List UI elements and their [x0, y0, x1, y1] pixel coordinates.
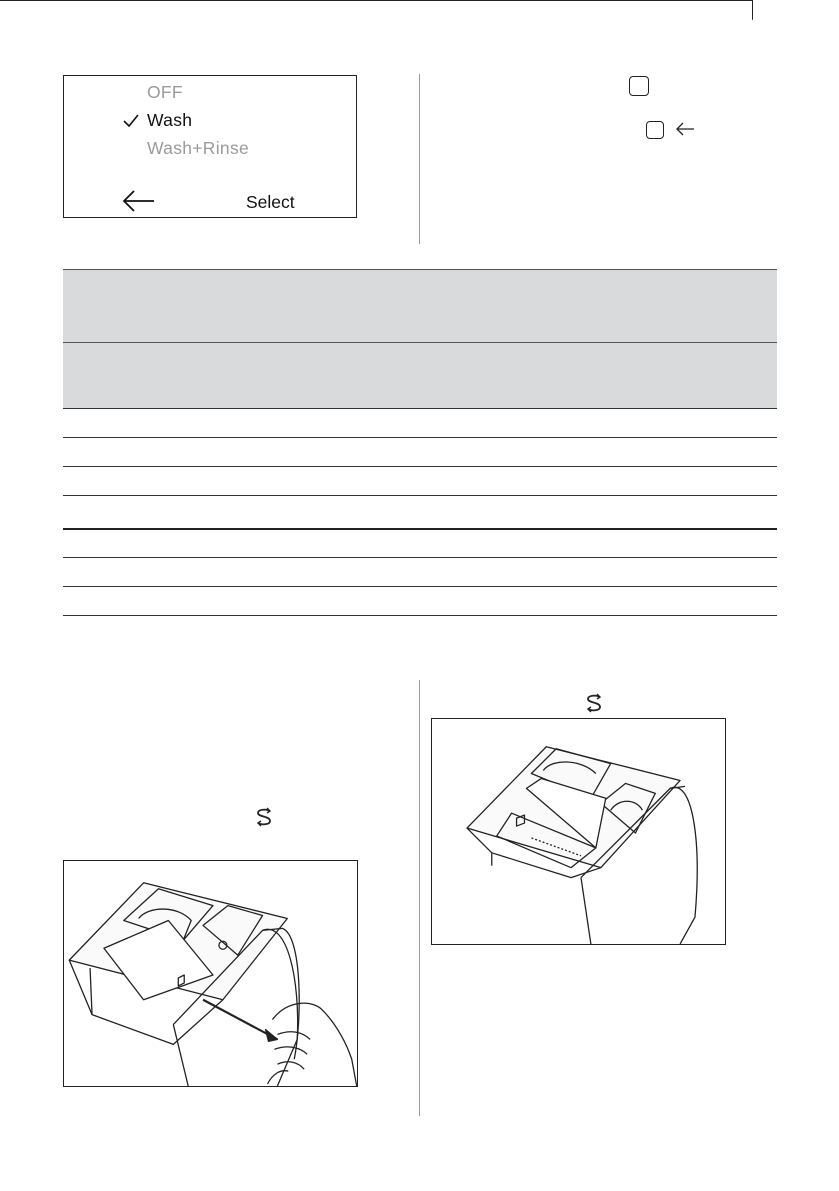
page-top-rule: [0, 0, 752, 1]
drawer-flap-drawing: [432, 719, 725, 944]
table-row: [63, 408, 777, 409]
table-row: [63, 528, 777, 530]
table-subheader-row: [63, 342, 777, 409]
table-row: [63, 437, 777, 438]
drawer-flap-illustration: [431, 718, 726, 945]
table-row: [63, 466, 777, 467]
arrow-left-icon: [675, 122, 695, 136]
square-key-icon: [629, 76, 649, 96]
table-row: [63, 495, 777, 496]
table-header-row: [63, 269, 777, 342]
menu-item-off[interactable]: OFF: [147, 82, 183, 102]
menu-item-wash-rinse[interactable]: Wash+Rinse: [147, 138, 250, 158]
select-label[interactable]: Select: [246, 192, 295, 212]
dispenser-s-icon: [582, 692, 606, 714]
column-divider-bottom: [419, 680, 420, 1116]
table-row: [63, 586, 777, 587]
display-panel: [63, 75, 357, 218]
table-row: [63, 615, 777, 616]
square-key-icon-2: [646, 121, 664, 139]
menu-item-wash[interactable]: Wash: [147, 110, 193, 130]
back-arrow-icon[interactable]: [122, 189, 156, 213]
column-divider-top: [419, 74, 420, 244]
dispenser-s-icon: [252, 806, 276, 828]
table-row: [63, 557, 777, 558]
drawer-pull-illustration: [63, 860, 358, 1087]
programme-table: [63, 269, 777, 616]
drawer-pull-drawing: [64, 861, 357, 1086]
page-corner-mark: [752, 0, 753, 20]
checkmark-icon: [122, 113, 140, 129]
